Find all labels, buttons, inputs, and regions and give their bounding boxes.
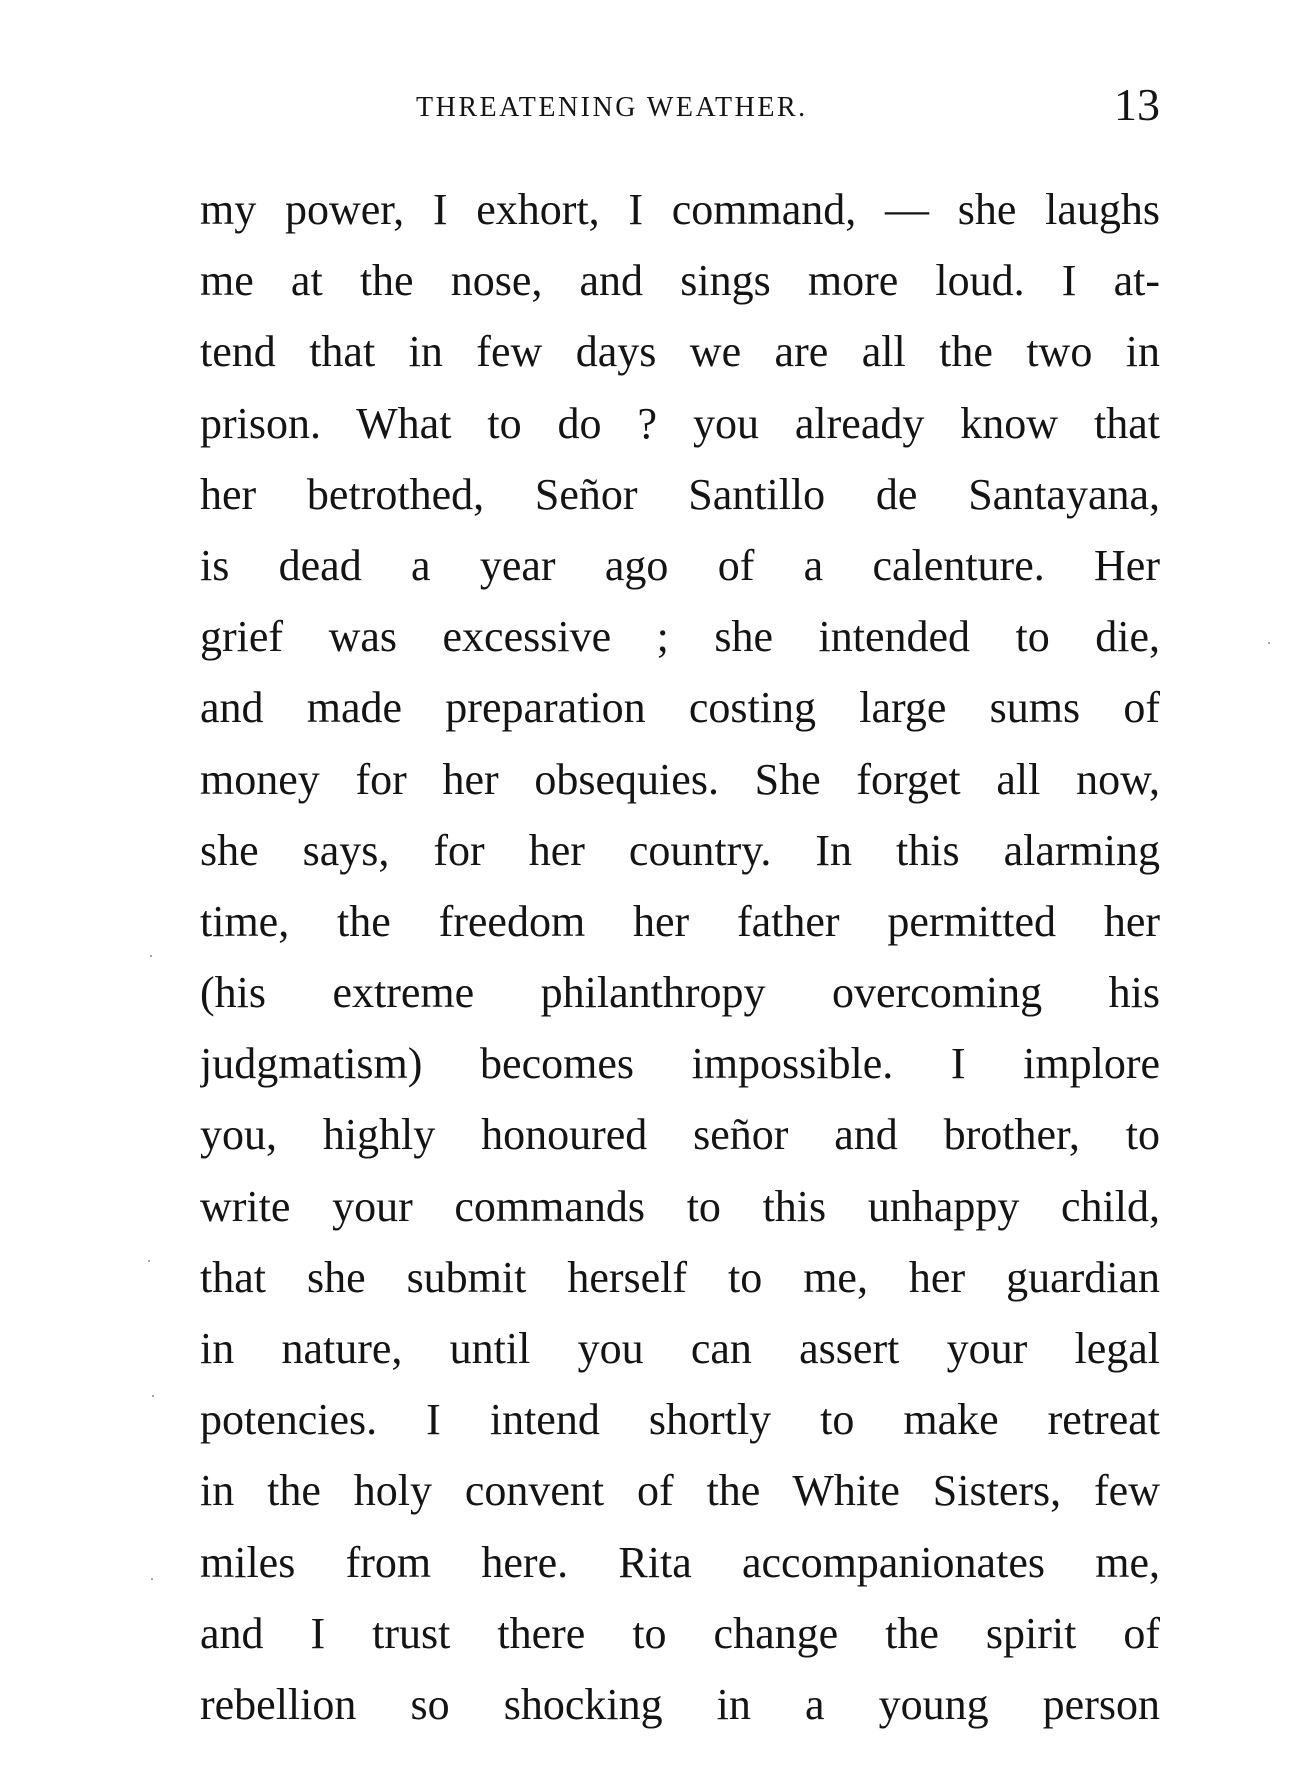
text-line: potencies. I intend shortly to make retreat [200, 1395, 1160, 1445]
text-line: in the holy convent of the White Sisters, few [200, 1466, 1160, 1516]
text-line: her betrothed, Señor Santillo de Santayana, [200, 469, 1160, 519]
scan-speck [1268, 642, 1270, 644]
text-line: that she submit herself to me, her guardian [200, 1252, 1160, 1302]
text-line: my power, I exhort, I command, — she laughs [200, 185, 1160, 234]
text-line: judgmatism) becomes impossible. I implore [200, 1039, 1160, 1089]
text-line: she says, for her country. In this alarming [200, 825, 1160, 875]
text-line: prison. What to do ? you already know that [200, 398, 1160, 448]
text-line: (his extreme philanthropy overcoming his [200, 968, 1160, 1018]
text-line: tend that in few days we are all the two in [200, 327, 1160, 377]
text-line: write your commands to this unhappy child, [200, 1181, 1160, 1231]
text-line: and I trust there to change the spirit of [200, 1608, 1160, 1658]
scan-speck [152, 1395, 154, 1397]
text-line: and made preparation costing large sums of [200, 683, 1160, 733]
text-line: time, the freedom her father permitted her [200, 896, 1160, 946]
text-line: grief was excessive ; she intended to die, [200, 612, 1160, 662]
text-line: you, highly honoured señor and brother, to [200, 1110, 1160, 1160]
body-text [200, 174, 1160, 1740]
text-line: is dead a year ago of a calenture. Her [200, 540, 1160, 590]
text-line: me at the nose, and sings more loud. I at- [200, 256, 1160, 306]
text-line: in nature, until you can assert your legal [200, 1324, 1160, 1373]
running-head [200, 79, 1160, 136]
scan-speck [150, 955, 152, 957]
text-line: rebellion so shocking in a young person [200, 1679, 1160, 1729]
text-line: miles from here. Rita accompanionates me, [200, 1537, 1160, 1587]
running-title: THREATENING WEATHER. [416, 92, 808, 123]
page-number: 13 [1114, 79, 1160, 130]
scan-speck [148, 1260, 150, 1262]
scan-speck [151, 1578, 153, 1580]
text-line: money for her obsequies. She forget all now, [200, 754, 1160, 804]
